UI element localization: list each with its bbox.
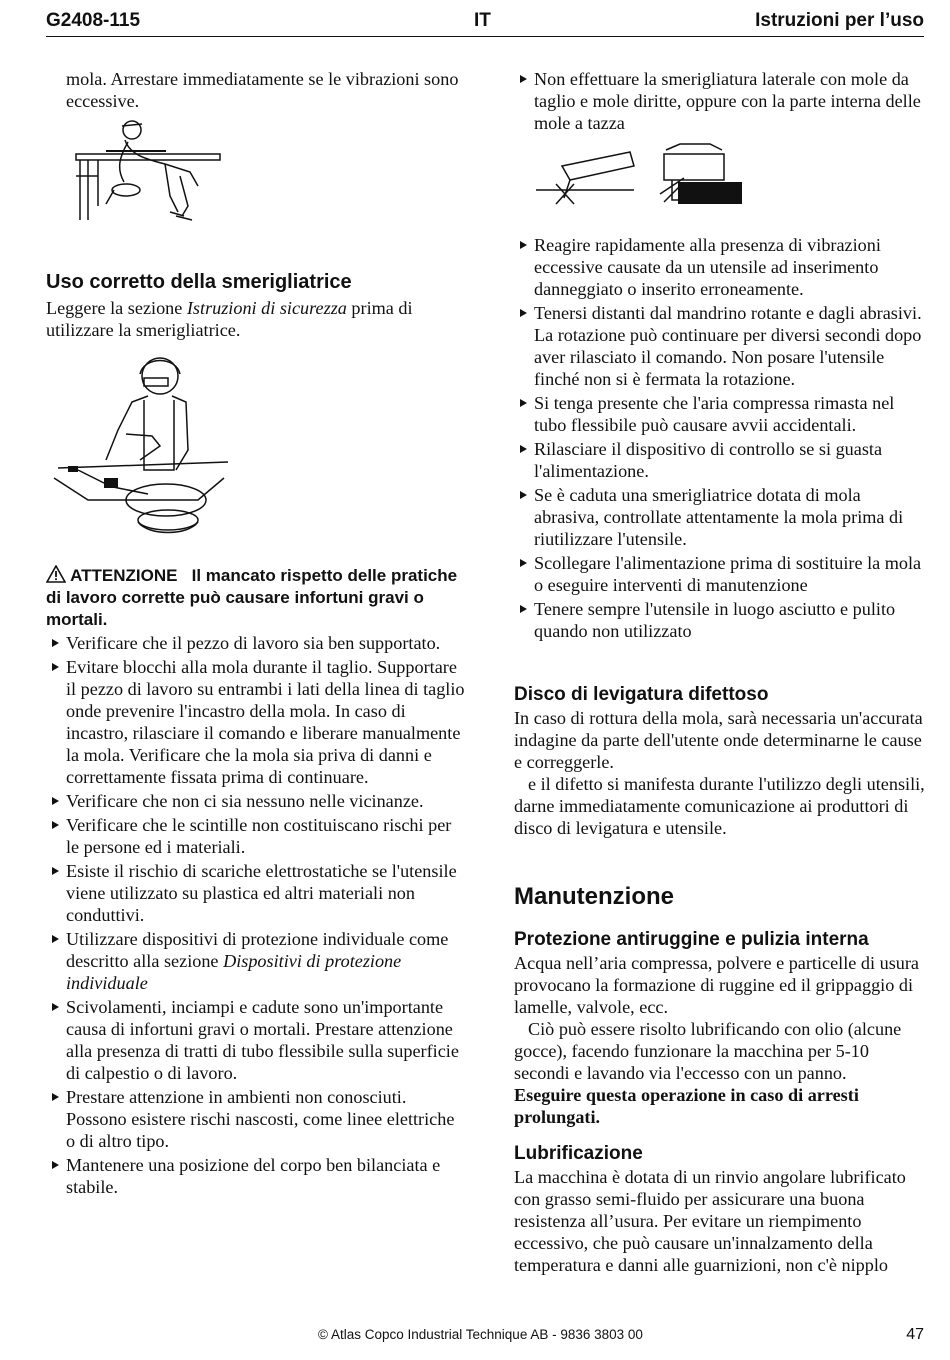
list-item: Scivolamenti, inciampi e cadute sono un'importante causa di infortuni gravi o mortali. Prestare attenzione alla presenza di tratti di tubo flessibile sulla superficie di calpestio o di lavoro. bbox=[46, 996, 466, 1084]
side-grinding-bullet bbox=[514, 68, 926, 134]
warning-text: Il mancato rispetto delle pratiche di lavoro corrette può causare infortuni gravi o mortali. bbox=[46, 566, 458, 629]
correct-use-text-a: Leggere la sezione bbox=[46, 298, 187, 318]
correct-use-text-b: prima di utilizzare la smerigliatrice. bbox=[46, 298, 413, 340]
list-item: Utilizzare dispositivi di protezione individuale come descritto alla sezione Dispositivi di protezione individuale bbox=[46, 928, 466, 994]
list-item: Reagire rapidamente alla presenza di vibrazioni eccessive causate da un utensile ad inserimento danneggiato o inserito erroneamente. bbox=[514, 234, 926, 300]
maintenance-section bbox=[514, 882, 926, 1276]
intro-text: mola. Arrestare immediatamente se le vibrazioni sono eccessive. bbox=[66, 69, 459, 111]
rust-protection-bold-note: Eseguire questa operazione in caso di arresti prolungati. bbox=[514, 1085, 859, 1127]
right-top-block bbox=[514, 68, 926, 136]
side-grinding-prohibited-illustration bbox=[534, 140, 744, 206]
warning-block bbox=[46, 565, 466, 1200]
defective-disc-section bbox=[514, 683, 926, 839]
list-item: Scollegare l'alimentazione prima di sostituire la mola o eseguire interventi di manutenzione bbox=[514, 552, 926, 596]
right-bullets-block bbox=[514, 234, 926, 644]
header-title: Istruzioni per l’uso bbox=[755, 10, 924, 31]
maintenance-title: Manutenzione bbox=[514, 883, 674, 910]
warning-statement bbox=[46, 565, 466, 631]
list-item: Rilasciare il dispositivo di controllo se si guasta l'alimentazione. bbox=[514, 438, 926, 482]
list-item: Verificare che il pezzo di lavoro sia ben supportato. bbox=[46, 632, 466, 654]
right-safety-bullet-list bbox=[514, 234, 926, 642]
correct-use-section bbox=[46, 270, 466, 341]
defective-disc-paragraph-1: In caso di rottura della mola, sarà necessaria un'accurata indagine da parte dell'utente onde determinarne le cause e correggerle. bbox=[514, 708, 923, 772]
footer-copyright: © Atlas Copco Industrial Technique AB - 9836 3803 00 bbox=[318, 1327, 643, 1342]
defective-disc-title: Disco di levigatura difettoso bbox=[514, 684, 769, 705]
section-title-correct-use: Uso corretto della smerigliatrice bbox=[46, 271, 352, 293]
page-number: 47 bbox=[906, 1326, 924, 1343]
list-item: Prestare attenzione in ambienti non conosciuti. Possono esistere rischi nascosti, come linee elettriche o di altro tipo. bbox=[46, 1086, 466, 1152]
rust-protection-title: Protezione antiruggine e pulizia interna bbox=[514, 929, 869, 950]
list-item: Esiste il rischio di scariche elettrostatiche se l'utensile viene utilizzato su plastica ed altri materiali non conduttivi. bbox=[46, 860, 466, 926]
defective-disc-paragraph-2: e il difetto si manifesta durante l'utilizzo degli utensili, darne immediatamente comunicazione ai produttori di disco di levigatura e utensile. bbox=[514, 774, 925, 838]
list-item: Tenersi distanti dal mandrino rotante e dagli abrasivi. La rotazione può continuare per diversi secondi dopo aver rilasciato il comando. Non posare l'utensile finché non si è fermata la rotazione. bbox=[514, 302, 926, 390]
lubrication-title: Lubrificazione bbox=[514, 1143, 643, 1164]
list-item: Non effettuare la smerigliatura laterale con mole da taglio e mole diritte, oppure con la parte interna delle mole a tazza bbox=[514, 68, 926, 134]
language-code: IT bbox=[474, 10, 491, 31]
worker-with-grinder-illustration bbox=[48, 350, 228, 550]
doc-id: G2408-115 bbox=[46, 10, 141, 31]
list-item: Verificare che non ci sia nessuno nelle vicinanze. bbox=[46, 790, 466, 812]
warning-label: ATTENZIONE bbox=[70, 566, 178, 585]
lubrication-paragraph: La macchina è dotata di un rinvio angolare lubrificato con grasso semi-fluido per assicurare una buona resistenza all’usura. Per evitare un riempimento eccessivo, che può causare un'innalzamento della temperatura e danni alle guarnizioni, non c'è nipplo bbox=[514, 1167, 906, 1275]
page-header bbox=[46, 8, 924, 37]
list-item: Si tenga presente che l'aria compressa rimasta nel tubo flessibile può causare avvii accidentali. bbox=[514, 392, 926, 436]
correct-use-text-italic: Istruzioni di sicurezza bbox=[186, 298, 347, 318]
list-item: Mantenere una posizione del corpo ben bilanciata e stabile. bbox=[46, 1154, 466, 1198]
safety-bullet-list bbox=[46, 632, 466, 1198]
correct-use-intro bbox=[46, 297, 466, 341]
list-item: Se è caduta una smerigliatrice dotata di mola abrasiva, controllate attentamente la mola prima di riutilizzare l'utensile. bbox=[514, 484, 926, 550]
worker-grinding-illustration bbox=[70, 116, 222, 222]
left-column bbox=[46, 68, 466, 112]
warning-triangle-icon bbox=[46, 565, 66, 583]
list-item: Tenere sempre l'utensile in luogo asciutto e pulito quando non utilizzato bbox=[514, 598, 926, 642]
list-item: Evitare blocchi alla mola durante il taglio. Supportare il pezzo di lavoro su entrambi i lati della linea di taglio onde prevenire l'incastro della mola. In caso di incastro, rilasciare il comando e liberare manualmente la mola. Verificare che la mola sia priva di danni e correttamente fissata prima di continuare. bbox=[46, 656, 466, 788]
rust-protection-paragraph-1: Acqua nell’aria compressa, polvere e particelle di usura provocano la formazione di ruggine ed il grippaggio di lamelle, valvole, ecc. bbox=[514, 953, 919, 1017]
list-item: Verificare che le scintille non costituiscano rischi per le persone ed i materiali. bbox=[46, 814, 466, 858]
rust-protection-paragraph-2: Ciò può essere risolto lubrificando con olio (alcune gocce), facendo funzionare la macchina per 5-10 secondi e lavando via l'eccesso con un panno. bbox=[514, 1019, 902, 1083]
